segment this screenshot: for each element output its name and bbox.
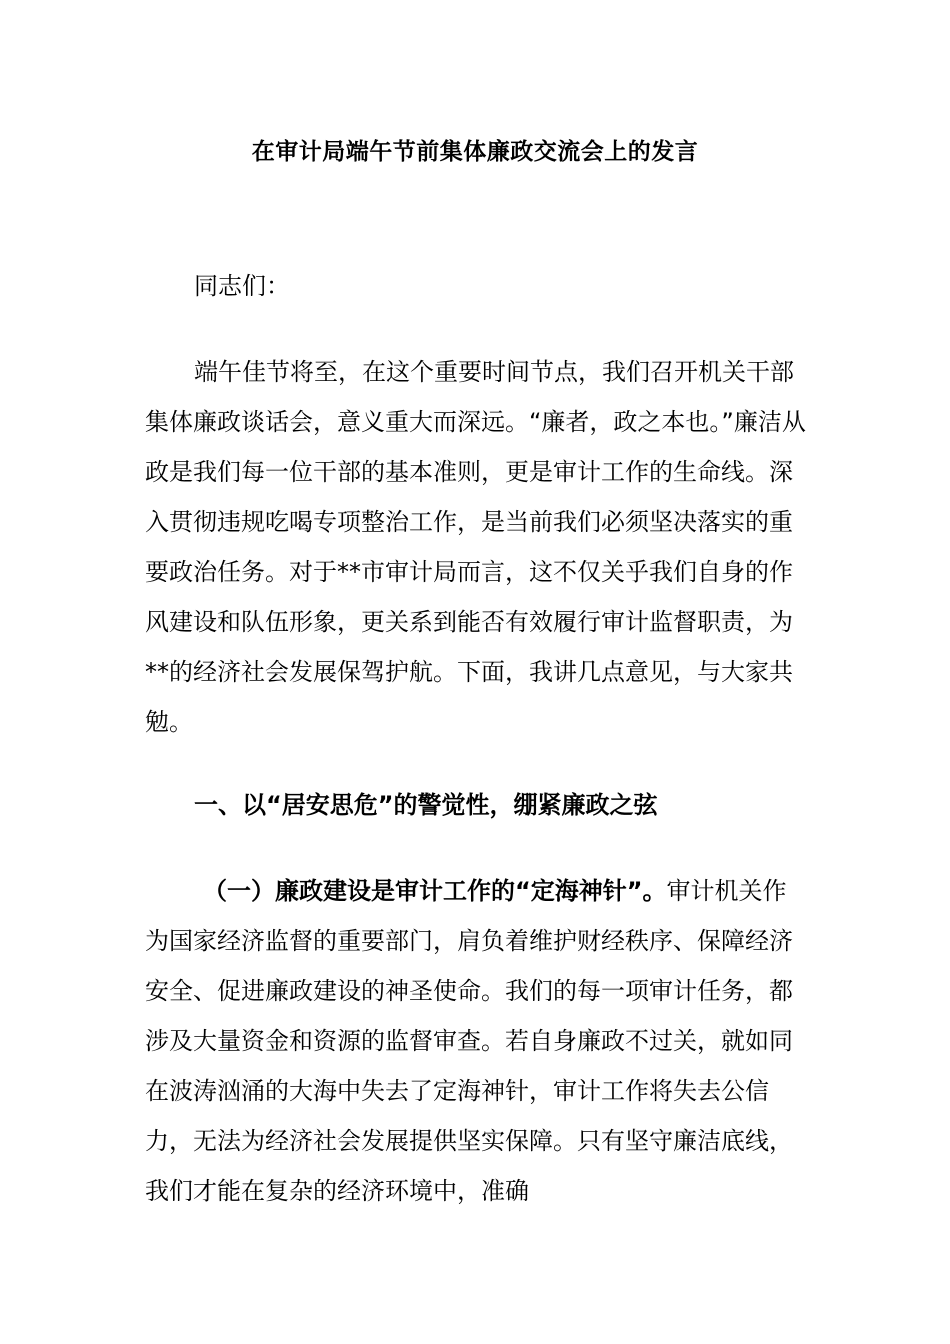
section-heading-1: 一、以“居安思危”的警觉性，绷紧廉政之弦 <box>194 791 658 819</box>
subsection-lead: （一）廉政建设是审计工作的“定海神针”。 <box>203 877 667 905</box>
document-title: 在审计局端午节前集体廉政交流会上的发言 <box>251 139 699 165</box>
opening-paragraph: 端午佳节将至，在这个重要时间节点，我们召开机关干部集体廉政谈话会，意义重大而深远。“廉者，政之本也。”廉洁从政是我们每一位干部的基本准则，更是审计工作的生命线。深入贯彻违规吃喝专项整治工作，是当前我们必须坚决落实的重要政治任务。对于**市审计局而言，这不仅关乎我们自身的作风建设和队伍形象，更关系到能否有效履行审计监督职责，为**的经济社会发展保驾护航。下面，我讲几点意见，与大家共勉。 <box>145 358 806 736</box>
salutation: 同志们： <box>194 272 290 300</box>
subsection-body: 审计机关作为国家经济监督的重要部门，肩负着维护财经秩序、保障经济安全、促进廉政建设的神圣使命。我们的每一项审计任务，都涉及大量资金和资源的监督审查。若自身廉政不过关，就如同在波涛汹涌的大海中失去了定海神针，审计工作将失去公信力，无法为经济社会发展提供坚实保障。只有坚守廉洁底线，我们才能在复杂的经济环境中，准确 <box>145 877 793 1205</box>
subsection-paragraph-1 <box>145 866 810 1216</box>
